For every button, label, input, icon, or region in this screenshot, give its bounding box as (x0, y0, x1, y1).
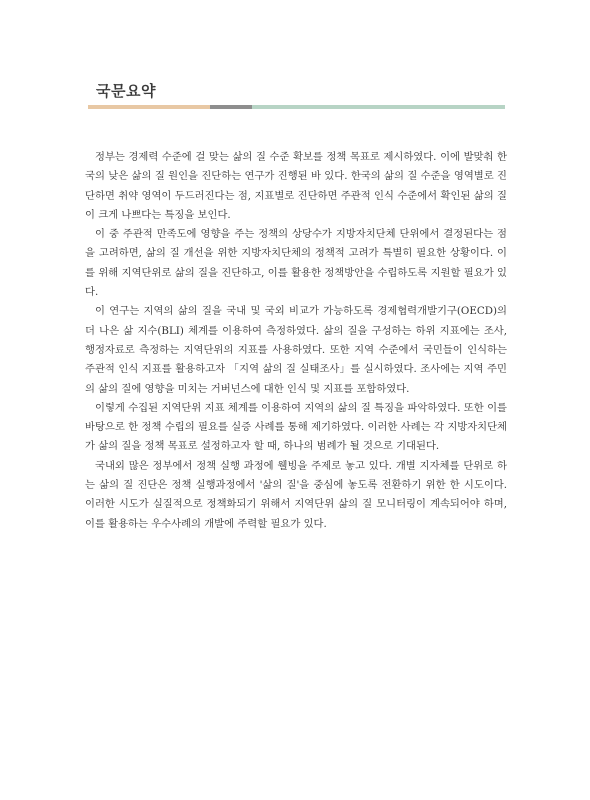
abstract-body (85, 148, 507, 534)
paragraph: 국내외 많은 정부에서 정책 실행 과정에 웰빙을 주제로 놓고 있다. 개별 지자체를 단위로 하는 삶의 질 진단은 정책 실행과정에서 '삶의 질'을 중심에 놓도록 전환하기 위한 한 시도이다. 이러한 시도가 실질적으로 정책화되기 위해서 지역단위 삶의 질 모니터링이 계속되어야 하며, 이를 활용하는 우수사례의 개발에 주력할 필요가 있다. (85, 459, 507, 530)
paragraph: 이 연구는 지역의 삶의 질을 국내 및 국외 비교가 가능하도록 경제협력개발기구(OECD)의 더 나은 삶 지수(BLI) 체계를 이용하여 측정하였다. 삶의 질을 구성하는 하위 지표에는 조사, 행정자료로 측정하는 지역단위의 지표를 사용하였다. 또한 지역 수준에서 국민들이 인식하는 주관적 인식 지표를 활용하고자 「지역 삶의 질 실태조사」를 실시하였다. 조사에는 지역 주민의 삶의 질에 영향을 미치는 거버넌스에 대한 인식 및 지표를 포함하였다. (85, 305, 507, 395)
paragraph: 이렇게 수집된 지역단위 지표 체계를 이용하여 지역의 삶의 질 특징을 파악하였다. 또한 이를 바탕으로 한 정책 수립의 필요를 실증 사례를 통해 제기하였다. 이러한 사례는 각 지방자치단체가 삶의 질을 정책 목표로 설정하고자 할 때, 하나의 범례가 될 것으로 기대된다. (85, 401, 507, 453)
paragraph: 정부는 경제력 수준에 걸 맞는 삶의 질 수준 확보를 정책 목표로 제시하였다. 이에 발맞춰 한국의 낮은 삶의 질 원인을 진단하는 연구가 진행된 바 있다. 한국의 삶의 질 수준을 영역별로 진단하면 취약 영역이 두드러진다는 점, 지표별로 진단하면 주관적 인식 수준에서 확인된 삶의 질이 크게 나쁘다는 특징을 보인다. (85, 151, 507, 221)
title-rule-segment-gray (210, 105, 252, 109)
paragraph: 이 중 주관적 만족도에 영향을 주는 정책의 상당수가 지방자치단체 단위에서 결정된다는 점을 고려하면, 삶의 질 개선을 위한 지방자치단체의 정책적 고려가 특별히 필요한 상황이다. 이를 위해 지역단위로 삶의 질을 진단하고, 이를 활용한 정책방안을 수립하도록 지원할 필요가 있다. (85, 228, 507, 299)
section-title: 국문요약 (96, 82, 156, 100)
title-rule-segment-green (252, 105, 505, 109)
title-rule-segment-peach (88, 105, 210, 109)
